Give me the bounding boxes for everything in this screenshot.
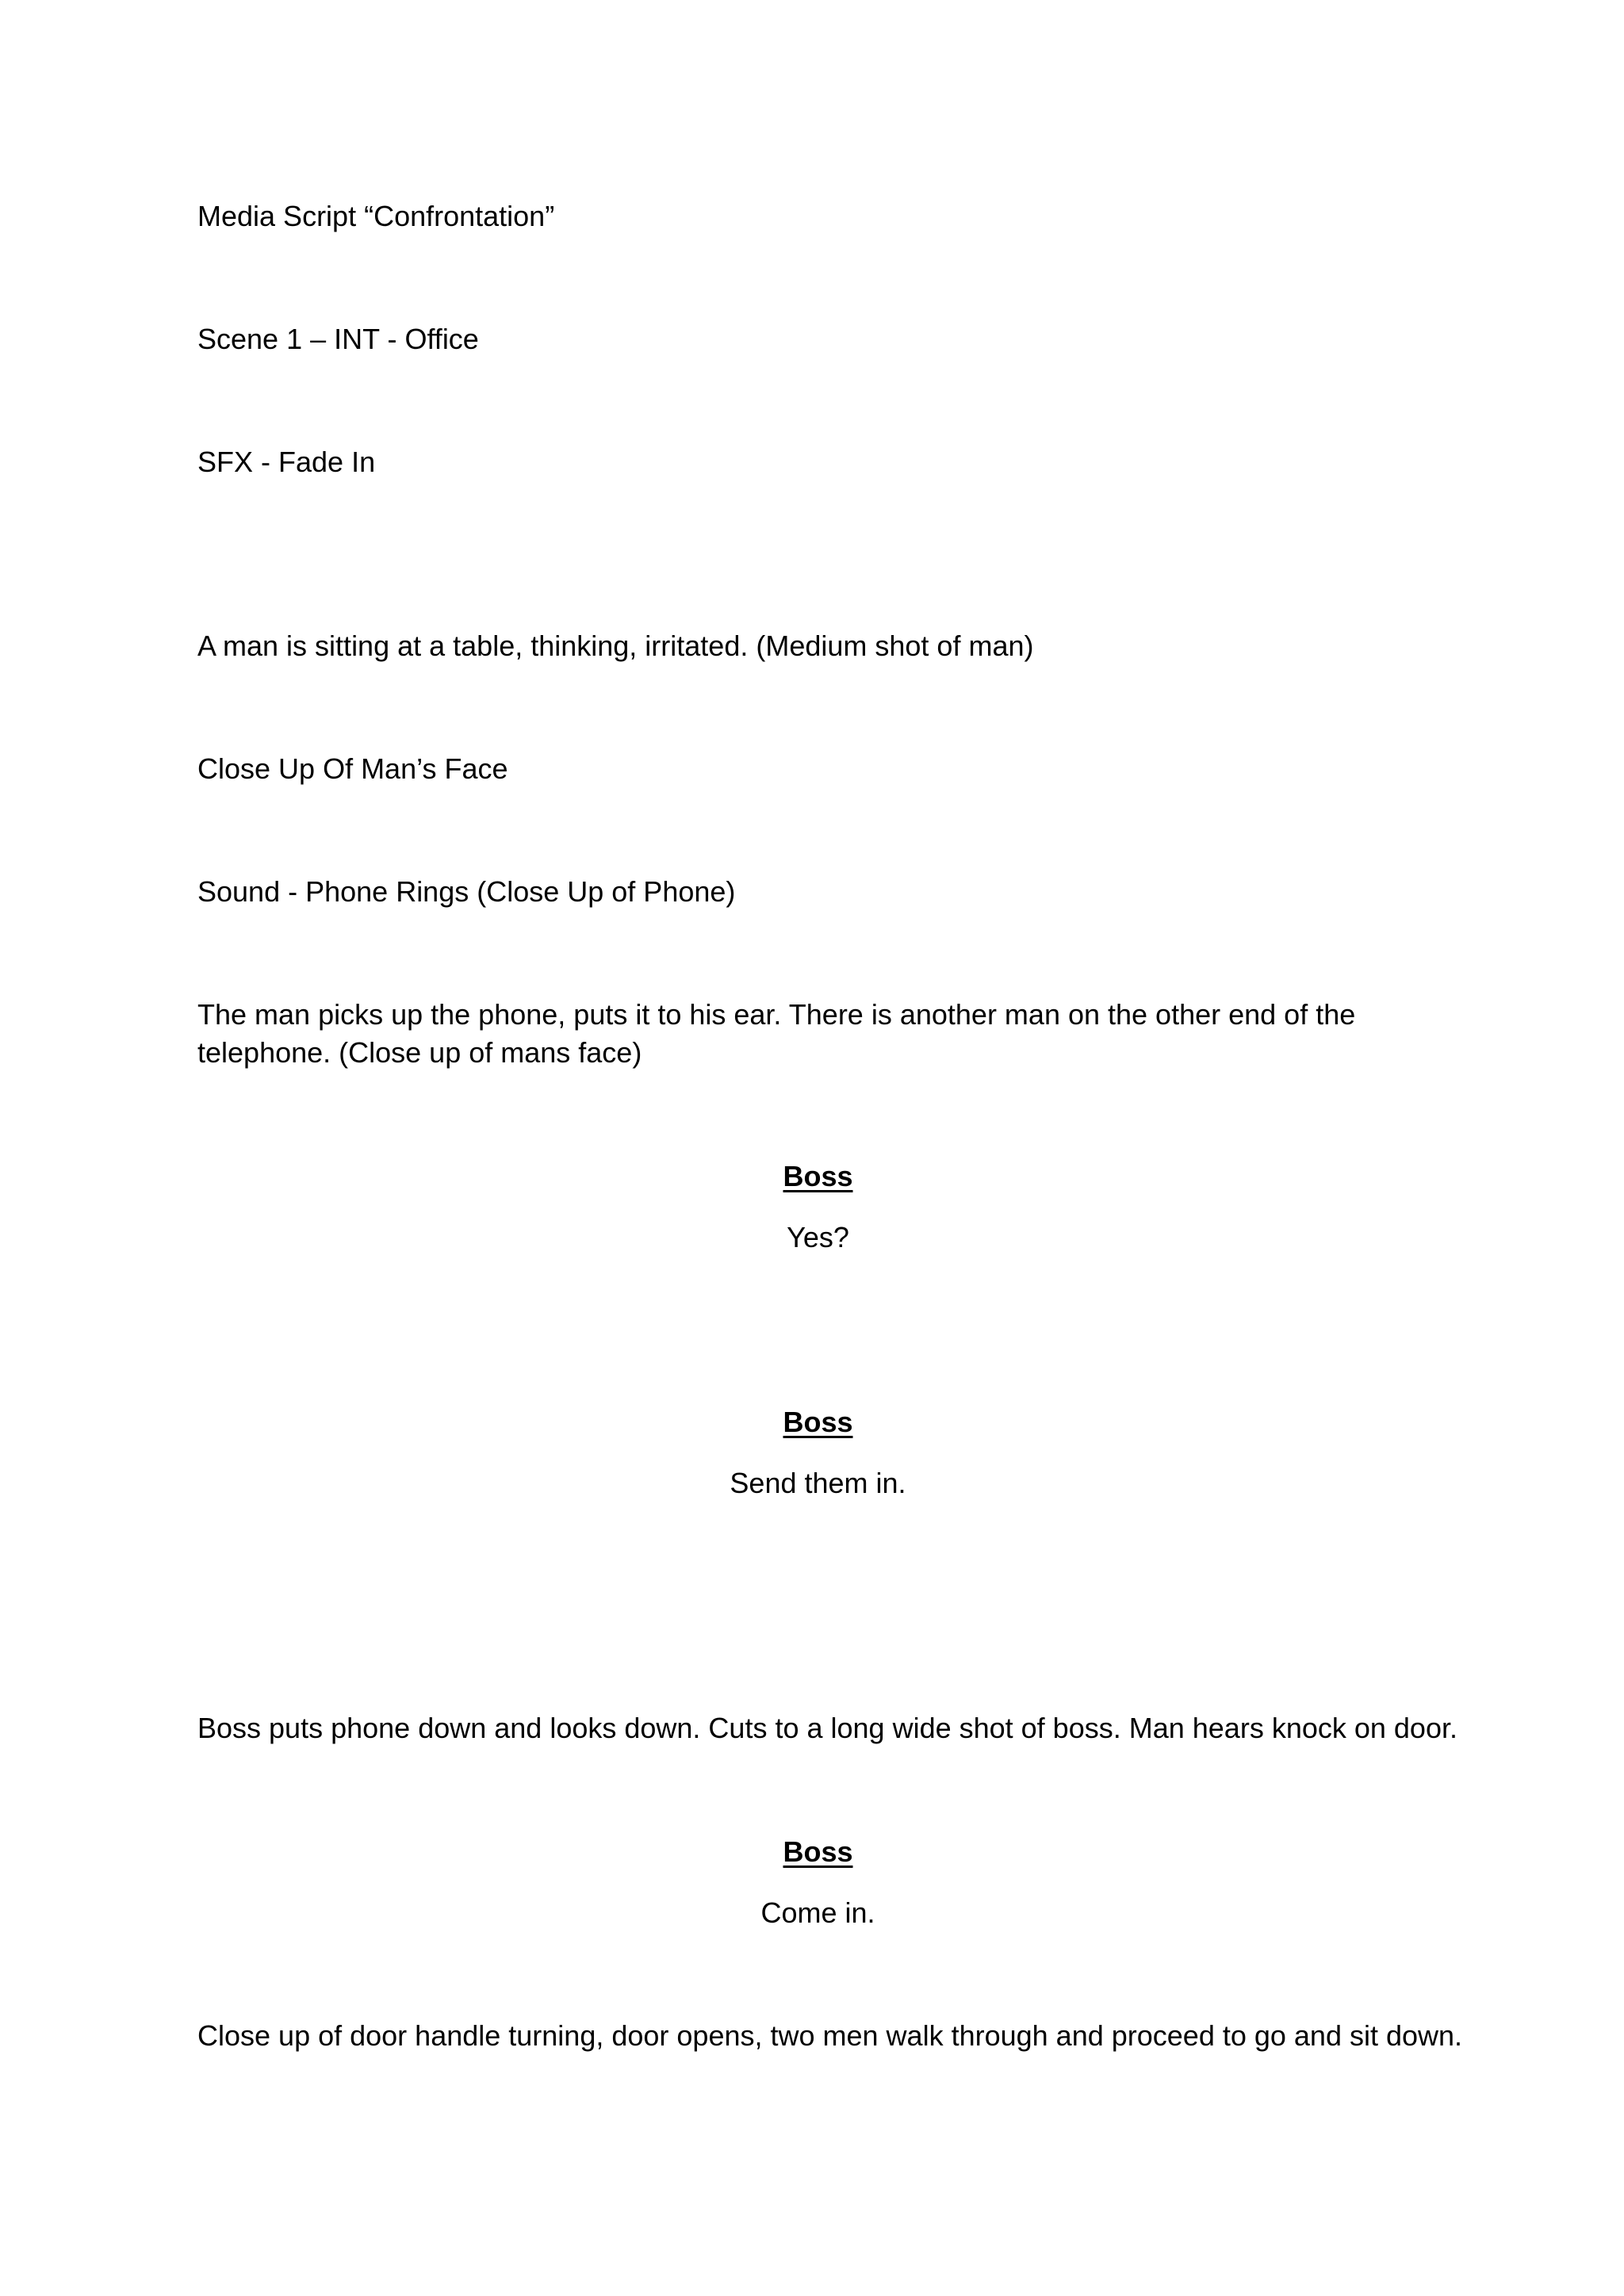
script-title: Media Script “Confrontation” [197,200,555,232]
sfx-direction: SFX - Fade In [197,446,376,478]
scene-heading: Scene 1 – INT - Office [197,323,479,355]
dialogue-line-3: Come in. [760,1896,875,1929]
action-line-3: Sound - Phone Rings (Close Up of Phone) [197,875,736,908]
action-line-6: Close up of door handle turning, door opens, two men walk through and proceed to go and sit down. [197,2019,1463,2052]
dialogue-line-1: Yes? [787,1221,849,1253]
dialogue-speaker-3: Boss [783,1835,853,1868]
action-line-4: The man picks up the phone, puts it to his ear. There is another man on the other end of the telephone. (Close up of mans face) [197,998,1356,1069]
dialogue-speaker-1: Boss [783,1160,853,1192]
dialogue-line-2: Send them in. [730,1467,906,1499]
action-line-5: Boss puts phone down and looks down. Cuts to a long wide shot of boss. Man hears knock on door. [197,1712,1457,1744]
dialogue-speaker-2: Boss [783,1406,853,1438]
action-line-2: Close Up Of Man’s Face [197,752,508,785]
action-line-1: A man is sitting at a table, thinking, irritated. (Medium shot of man) [197,629,1034,662]
